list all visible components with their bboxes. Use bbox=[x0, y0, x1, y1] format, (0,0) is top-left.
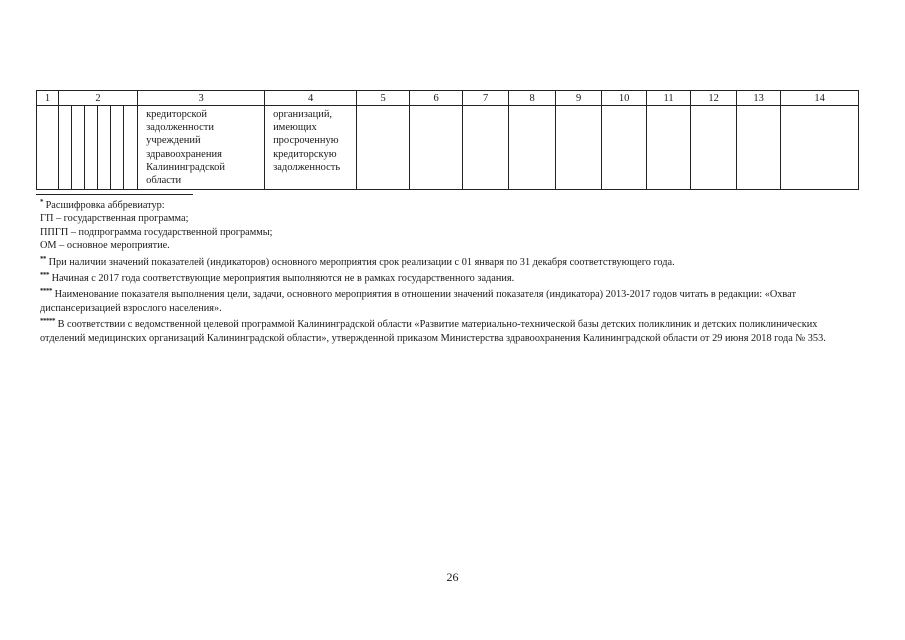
header-cell: 10 bbox=[602, 91, 647, 106]
footnote-text: Расшифровка аббревиатур: bbox=[45, 200, 165, 211]
table-cell bbox=[691, 106, 737, 190]
table-cell bbox=[72, 106, 85, 190]
table-cell bbox=[37, 106, 59, 190]
footnote-ppgp: ППГП – подпрограмма государственной программы; bbox=[40, 226, 273, 238]
table-cell bbox=[602, 106, 647, 190]
table-cell bbox=[85, 106, 98, 190]
footnote-mark: *** bbox=[40, 271, 49, 280]
footnote-abbr-title bbox=[40, 196, 862, 212]
footnotes bbox=[40, 196, 862, 345]
header-cell: 11 bbox=[647, 91, 691, 106]
header-cell: 1 bbox=[37, 91, 59, 106]
header-cell: 8 bbox=[509, 91, 556, 106]
footnote-mark: **** bbox=[40, 287, 52, 296]
footnote-text: В соответствии с ведомственной целевой программой Калининградской области «Развитие материально-технической базы детских поликлиник и детских поликлинических отделений медицинских организаций Калининградской области», утвержденной приказом Министерства здравоохранения Калининградской области от 29 июня 2018 года № 353. bbox=[40, 319, 826, 344]
table-cell bbox=[647, 106, 691, 190]
table-cell bbox=[111, 106, 124, 190]
footnote-mark: ***** bbox=[40, 317, 55, 326]
header-cell: 3 bbox=[138, 91, 265, 106]
table-cell bbox=[265, 106, 357, 190]
header-cell: 5 bbox=[357, 91, 410, 106]
table-cell bbox=[463, 106, 509, 190]
col4-text: организаций, имеющих просроченную кредиторскую задолженность bbox=[273, 109, 341, 173]
header-cell: 14 bbox=[781, 91, 859, 106]
table-cell bbox=[781, 106, 859, 190]
header-cell: 6 bbox=[410, 91, 463, 106]
header-cell: 2 bbox=[59, 91, 138, 106]
footnote-2 bbox=[40, 253, 862, 269]
footnote-text: При наличии значений показателей (индикаторов) основного мероприятия срок реализации с 01 января по 31 декабря соответствующего года. bbox=[48, 256, 675, 268]
table-cell bbox=[124, 106, 138, 190]
col3-text: кредиторской задолженности учреждений здравоохранения Калининградской области bbox=[146, 109, 226, 187]
page-number: 26 bbox=[446, 570, 459, 584]
footnote-text: Начиная с 2017 года соответствующие мероприятия выполняются не в рамках государственного задания. bbox=[51, 273, 515, 285]
table-cell bbox=[410, 106, 463, 190]
header-cell: 12 bbox=[691, 91, 737, 106]
footnote-text: Наименование показателя выполнения цели, задачи, основного мероприятия в отношении значений показателя (индикатора) 2013-2017 годов читать в редакции: «Охват диспансеризацией взрослого населения». bbox=[40, 289, 796, 314]
data-table bbox=[36, 90, 859, 190]
table-cell bbox=[509, 106, 556, 190]
footnote-separator bbox=[36, 194, 193, 195]
footnote-mark: * bbox=[40, 198, 43, 206]
table-cell bbox=[357, 106, 410, 190]
table-cell bbox=[556, 106, 602, 190]
header-cell: 7 bbox=[463, 91, 509, 106]
table-cell bbox=[98, 106, 111, 190]
table-header-row bbox=[37, 91, 859, 106]
footnote-mark: ** bbox=[40, 254, 46, 263]
header-cell: 4 bbox=[265, 91, 357, 106]
footnote-om: ОМ – основное мероприятие. bbox=[40, 240, 170, 252]
footnote-5 bbox=[40, 315, 862, 345]
header-cell: 9 bbox=[556, 91, 602, 106]
table-row bbox=[37, 106, 859, 190]
footnote-4 bbox=[40, 285, 862, 315]
table-cell bbox=[737, 106, 781, 190]
table-cell bbox=[138, 106, 265, 190]
footnote-3 bbox=[40, 269, 862, 285]
footnote-gp: ГП – государственная программа; bbox=[40, 213, 189, 225]
header-cell: 13 bbox=[737, 91, 781, 106]
table-cell bbox=[59, 106, 72, 190]
